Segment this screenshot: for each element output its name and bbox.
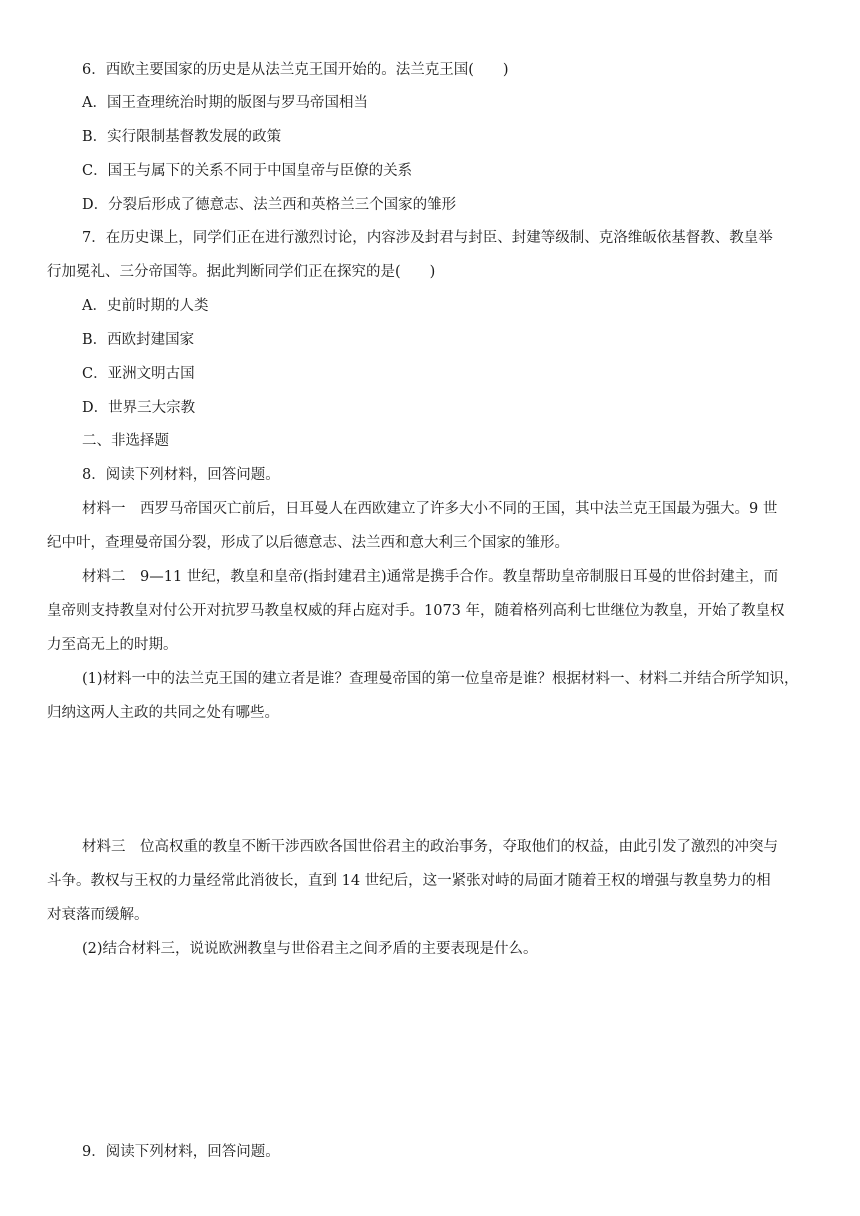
material-3-line-2: 斗争。教权与王权的力量经常此消彼长，直到 14 世纪后，这一紧张对峙的局面才随着王权的增强与教皇势力的相	[47, 873, 771, 889]
question-6-option-a: A．国王查理统治时期的版图与罗马帝国相当	[82, 95, 368, 111]
sub-question-1-line-1: (1)材料一中的法兰克王国的建立者是谁？查理曼帝国的第一位皇帝是谁？根据材料一、材料二并结合所学知识，	[82, 671, 799, 687]
question-7-stem-line-2: 行加冕礼、三分帝国等。据此判断同学们正在探究的是( )	[47, 264, 436, 280]
question-7-option-b: B．西欧封建国家	[82, 332, 195, 348]
question-8-stem: 8．阅读下列材料，回答问题。	[82, 467, 280, 483]
section-heading-non-choice: 二、非选择题	[82, 433, 169, 449]
question-6-option-d: D．分裂后形成了德意志、法兰西和英格兰三个国家的雏形	[82, 197, 457, 213]
question-7-option-d: D．世界三大宗教	[82, 400, 196, 416]
material-2-line-3: 力至高无上的时期。	[47, 637, 178, 653]
question-7-stem-line-1: 7．在历史课上，同学们正在进行激烈讨论，内容涉及封君与封臣、封建等级制、克洛维皈依基督教、教皇举	[82, 230, 773, 246]
question-7-option-a: A．史前时期的人类	[82, 298, 209, 314]
material-2-line-1: 材料二 9—11 世纪，教皇和皇帝(指封建君主)通常是携手合作。教皇帮助皇帝制服日耳曼的世俗封建主，而	[82, 569, 779, 585]
question-6-option-b: B．实行限制基督教发展的政策	[82, 129, 282, 145]
material-1-line-2: 纪中叶，查理曼帝国分裂，形成了以后德意志、法兰西和意大利三个国家的雏形。	[47, 535, 569, 551]
material-3-line-1: 材料三 位高权重的教皇不断干涉西欧各国世俗君主的政治事务，夺取他们的权益，由此引发了激烈的冲突与	[82, 839, 778, 855]
material-2-line-2: 皇帝则支持教皇对付公开对抗罗马教皇权威的拜占庭对手。1073 年，随着格列高利七世继位为教皇，开始了教皇权	[47, 603, 785, 619]
question-6-stem: 6．西欧主要国家的历史是从法兰克王国开始的。法兰克王国( )	[82, 62, 509, 78]
question-9-stem: 9．阅读下列材料，回答问题。	[82, 1144, 280, 1160]
question-6-option-c: C．国王与属下的关系不同于中国皇帝与臣僚的关系	[82, 163, 413, 179]
sub-question-1-line-2: 归纳这两人主政的共同之处有哪些。	[47, 705, 279, 721]
question-7-option-c: C．亚洲文明古国	[82, 366, 195, 382]
material-1-line-1: 材料一 西罗马帝国灭亡前后，日耳曼人在西欧建立了许多大小不同的王国，其中法兰克王国最为强大。9 世	[82, 501, 778, 517]
material-3-line-3: 对衰落而缓解。	[47, 907, 149, 923]
sub-question-2: (2)结合材料三，说说欧洲教皇与世俗君主之间矛盾的主要表现是什么。	[82, 941, 538, 957]
